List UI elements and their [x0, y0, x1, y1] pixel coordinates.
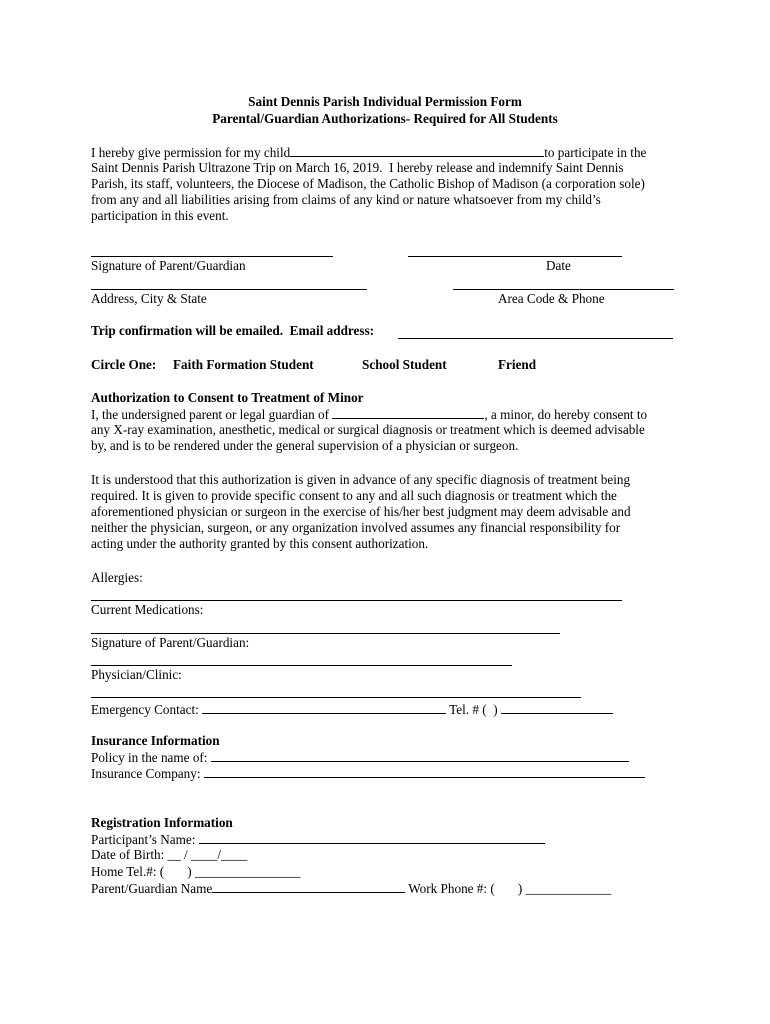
option-school-student[interactable]: School Student: [362, 357, 447, 372]
emergency-tel-label: Tel. # ( ): [446, 702, 501, 717]
emergency-tel-field[interactable]: [501, 701, 613, 714]
option-faith-formation[interactable]: Faith Formation Student: [173, 357, 314, 372]
permission-line-1: [91, 144, 646, 161]
phone-line[interactable]: [453, 289, 674, 290]
physician-field[interactable]: [91, 697, 581, 698]
email-label: Trip confirmation will be emailed. Email address:: [91, 323, 378, 338]
phone-label: Area Code & Phone: [498, 291, 605, 306]
insurance-heading: Insurance Information: [91, 733, 220, 748]
consent-text-start: I, the undersigned parent or legal guardian of: [91, 407, 333, 422]
permission-line-3: Parish, its staff, volunteers, the Diocese of Madison, the Catholic Bishop of Madison (a corporation sole): [91, 176, 645, 191]
insurance-company-field[interactable]: [204, 765, 645, 778]
medications-field[interactable]: [91, 633, 560, 634]
allergies-label: Allergies:: [91, 570, 143, 585]
date-label: Date: [546, 258, 571, 273]
permission-line-5: participation in this event.: [91, 208, 229, 223]
consent-heading: Authorization to Consent to Treatment of Minor: [91, 390, 364, 405]
form-title: Saint Dennis Parish Individual Permission Form: [248, 94, 522, 109]
registration-heading: Registration Information: [91, 815, 233, 830]
physician-label: Physician/Clinic:: [91, 667, 182, 682]
policy-label: Policy in the name of:: [91, 750, 211, 765]
insurance-company-label: Insurance Company:: [91, 766, 204, 781]
address-label: Address, City & State: [91, 291, 207, 306]
policy-line: [91, 749, 629, 766]
allergies-field[interactable]: [91, 600, 622, 601]
child-name-blank[interactable]: [290, 144, 544, 157]
guardian-line: [91, 880, 611, 897]
form-subtitle: Parental/Guardian Authorizations- Required for All Students: [212, 111, 558, 126]
parent-signature-line[interactable]: [91, 256, 333, 257]
emergency-contact-field[interactable]: [202, 701, 446, 714]
participant-name-field[interactable]: [199, 831, 545, 844]
insurance-company-line: [91, 765, 645, 782]
permission-line-4: from any and all liabilities arising from claims of any kind or nature whatsoever from my child’s: [91, 192, 601, 207]
work-phone-field[interactable]: Work Phone #: ( ) _____________: [405, 881, 612, 896]
consent-para2-line-3: aforementioned physician or surgeon in the exercise of his/her best judgment may deem advisable and: [91, 504, 631, 519]
date-of-birth-field[interactable]: Date of Birth: __ / ____/____: [91, 847, 248, 862]
circle-one-label: Circle One:: [91, 357, 157, 372]
medical-signature-field[interactable]: [91, 665, 512, 666]
medical-signature-label: Signature of Parent/Guardian:: [91, 635, 250, 650]
consent-para2-line-2: required. It is given to provide specific consent to any and all such diagnosis or treatment which the: [91, 488, 617, 503]
date-line[interactable]: [408, 256, 622, 257]
guardian-name-field[interactable]: [212, 880, 405, 893]
permission-line-2: Saint Dennis Parish Ultrazone Trip on March 16, 2019. I hereby release and indemnify Saint Dennis: [91, 160, 624, 175]
permission-text-end: to participate in the: [544, 145, 647, 160]
medications-label: Current Medications:: [91, 602, 204, 617]
consent-para2-line-4: neither the physician, surgeon, or any organization involved assumes any financial responsibility for: [91, 520, 621, 535]
consent-line-1: [91, 406, 647, 423]
guardian-name-label: Parent/Guardian Name: [91, 881, 213, 896]
emergency-contact-label: Emergency Contact:: [91, 702, 203, 717]
minor-name-blank[interactable]: [332, 406, 484, 419]
home-tel-field[interactable]: Home Tel.#: ( ) ________________: [91, 864, 301, 879]
permission-text-start: I hereby give permission for my child: [91, 145, 291, 160]
participant-name-line: [91, 831, 545, 848]
policy-field[interactable]: [211, 749, 629, 762]
consent-text-end: , a minor, do hereby consent to: [484, 407, 648, 422]
emergency-contact-line: [91, 701, 613, 718]
consent-para2-line-5: acting under the authority granted by this consent authorization.: [91, 536, 429, 551]
option-friend[interactable]: Friend: [498, 357, 537, 372]
email-field[interactable]: [398, 338, 673, 339]
address-line[interactable]: [91, 289, 367, 290]
consent-line-3: by, and is to be rendered under the general supervision of a physician or surgeon.: [91, 438, 519, 453]
consent-line-2: any X-ray examination, anesthetic, medical or surgical diagnosis or treatment which is deemed advisable: [91, 422, 645, 437]
consent-para2-line-1: It is understood that this authorization is given in advance of any specific diagnosis of treatment being: [91, 472, 631, 487]
participant-name-label: Participant’s Name:: [91, 832, 199, 847]
parent-signature-label: Signature of Parent/Guardian: [91, 258, 246, 273]
